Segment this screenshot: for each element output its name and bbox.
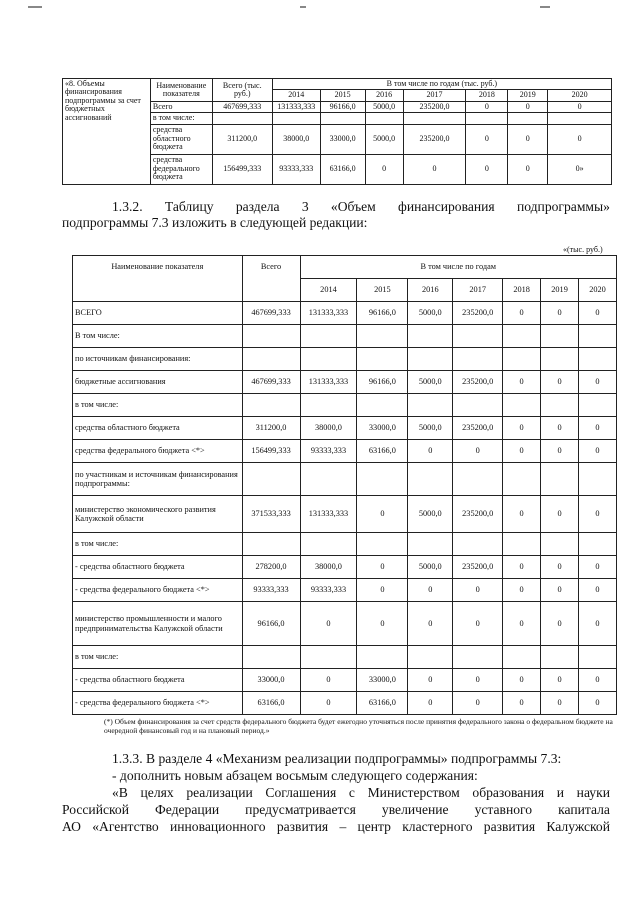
row-label: в том числе: [73,394,243,417]
row-value [503,533,541,556]
row-label: ВСЕГО [73,302,243,325]
row-value: 38000,0 [300,417,357,440]
year-header: 2016 [365,90,403,101]
table-row: средства областного бюджета 311200,0 38000,0 33000,0 5000,0 235200,0 0 0 0 [63,124,612,154]
table-row: в том числе: [63,113,612,124]
row-value [408,646,453,669]
row-value [579,394,617,417]
table-row: Всего 467699,333 131333,333 96166,0 5000,0 235200,0 0 0 0 [63,101,612,112]
table-row [73,394,617,417]
row-value [541,325,579,348]
row-value: 0 [503,669,541,692]
row-label: бюджетные ассигнования [73,371,243,394]
row-value: 0 [579,579,617,602]
row-value: 0 [300,692,357,715]
row-value [453,348,503,371]
row-value: 63166,0 [357,692,408,715]
row-value: 235200,0 [453,302,503,325]
paragraph-1-3-3-line1: 1.3.3. В разделе 4 «Механизм реализации подпрограммы» подпрограммы 7.3: [112,751,562,766]
row-total [242,646,300,669]
row-value [579,348,617,371]
row-value: 0 [408,602,453,646]
row-value: 235200,0 [453,417,503,440]
table-row [73,302,617,325]
row-value: 63166,0 [357,440,408,463]
row-value: 0 [503,692,541,715]
table-row [73,646,617,669]
row-value: 0 [453,692,503,715]
table-row [73,440,617,463]
row-label: в том числе: [73,646,243,669]
row-value [579,463,617,496]
row-value: 0 [541,302,579,325]
column-header-name: Наименование показателя [73,256,243,302]
row-label: средства областного бюджета [73,417,243,440]
table-row [73,556,617,579]
row-value: 0 [408,579,453,602]
row-total: 96166,0 [242,602,300,646]
row-value [408,348,453,371]
unit-note: «(тыс. руб.) [563,245,603,254]
row-value: 0 [300,669,357,692]
row-value [408,394,453,417]
row-total: 156499,333 [242,440,300,463]
row-value [408,533,453,556]
year-header: 2018 [466,90,508,101]
row-total: 33000,0 [242,669,300,692]
table-row [73,669,617,692]
row-value: 0 [541,579,579,602]
scan-artifact [300,6,306,8]
row-total: 371533,333 [242,496,300,533]
footnote: (*) Объем финансирования за счет средств федерального бюджета будет ежегодно уточняться после принятия федерального закона о федеральном бюджете на очередной финансовый год и на плановый период.» [104,717,613,735]
table-row [73,417,617,440]
row-value: 0 [541,496,579,533]
row-value: 5000,0 [408,556,453,579]
year-header: 2016 [408,279,453,302]
row-total: 467699,333 [242,371,300,394]
row-label: министерство экономического развития Калужской области [73,496,243,533]
year-header: 2015 [320,90,365,101]
column-header-years: В том числе по годам [300,256,617,279]
row-value: 131333,333 [300,496,357,533]
table-row [73,348,617,371]
table-row [73,371,617,394]
row-value [357,463,408,496]
row-value: 0 [579,692,617,715]
row-value: 38000,0 [300,556,357,579]
row-value [541,646,579,669]
paragraph-1-3-3-line5: АО «Агентство инновационного развития – центр кластерного развития Калужской [62,819,610,834]
row-value: 0 [503,371,541,394]
row-value [453,463,503,496]
row-value [503,463,541,496]
row-value: 0 [503,440,541,463]
row-total: 63166,0 [242,692,300,715]
row-value: 0 [503,302,541,325]
row-total: 467699,333 [242,302,300,325]
table-row [73,533,617,556]
row-value [453,646,503,669]
row-value: 0 [579,556,617,579]
row-label: В том числе: [73,325,243,348]
row-value [541,348,579,371]
row-label: - средства областного бюджета [73,556,243,579]
row-value [453,325,503,348]
row-label: средства федерального бюджета <*> [73,440,243,463]
paragraph-1-3-2-line1: 1.3.2. Таблицу раздела 3 «Объем финансирования подпрограммы» [112,199,610,214]
row-value [300,463,357,496]
column-header-name: Наименование показателя [150,79,212,102]
table-row [73,602,617,646]
row-value [357,394,408,417]
row-value: 93333,333 [300,440,357,463]
row-label: в том числе: [73,533,243,556]
table-row [73,579,617,602]
row-value: 0 [541,556,579,579]
row-value: 0 [453,669,503,692]
row-value [503,325,541,348]
row-value: 0 [541,440,579,463]
row-value: 5000,0 [408,417,453,440]
scan-artifact [540,6,550,8]
table-row [73,325,617,348]
row-value [300,348,357,371]
row-value: 235200,0 [453,496,503,533]
row-value [579,646,617,669]
paragraph-1-3-3-line4: Российской Федерации предусматривается увеличение уставного капитала [62,802,610,817]
row-value: 0 [579,602,617,646]
row-value [541,394,579,417]
year-header: 2017 [403,90,466,101]
row-label: по участникам и источникам финансирования подпрограммы: [73,463,243,496]
table-row: средства федерального бюджета 156499,333 93333,333 63166,0 0 0 0 0 0» [63,154,612,184]
year-header: 2014 [272,90,320,101]
paragraph-1-3-2-line2: подпрограммы 7.3 изложить в следующей редакции: [62,215,368,230]
row-value: 0 [357,496,408,533]
year-header: 2018 [503,279,541,302]
row-value [357,533,408,556]
row-value [541,533,579,556]
row-total: 278200,0 [242,556,300,579]
row-value: 0 [579,440,617,463]
year-header: 2014 [300,279,357,302]
row-total [242,394,300,417]
row-value: 0 [453,579,503,602]
year-header: 2020 [579,279,617,302]
row-value: 0 [453,440,503,463]
row-value: 5000,0 [408,371,453,394]
row-value: 0 [357,602,408,646]
row-value: 0 [503,417,541,440]
row-value [300,646,357,669]
row-total [242,463,300,496]
paragraph-1-3-3-line3: «В целях реализации Соглашения с Министерством образования и науки [112,785,610,800]
year-header: 2017 [453,279,503,302]
table-row [73,463,617,496]
row-value: 131333,333 [300,371,357,394]
row-value: 0 [503,556,541,579]
row-value: 0 [408,669,453,692]
row-value: 0 [541,669,579,692]
row-total [242,533,300,556]
row-value: 0 [357,579,408,602]
row-value [300,394,357,417]
row-total: 311200,0 [242,417,300,440]
row-value [579,325,617,348]
row-value [453,533,503,556]
row-label: - средства федерального бюджета <*> [73,579,243,602]
row-value: 235200,0 [453,556,503,579]
row-value: 0 [579,669,617,692]
scan-artifact [28,6,42,8]
row-total [242,348,300,371]
row-total: 93333,333 [242,579,300,602]
row-value [503,646,541,669]
row-value [300,533,357,556]
paragraph-1-3-3-line2: - дополнить новым абзацем восьмым следующего содержания: [112,768,478,783]
financing-volume-table-new [72,255,617,715]
row-value: 0 [541,371,579,394]
year-header: 2015 [357,279,408,302]
row-value: 0 [541,417,579,440]
row-value: 33000,0 [357,417,408,440]
year-header: 2019 [541,279,579,302]
row-value: 0 [503,579,541,602]
row-value: 0 [579,496,617,533]
row-total [242,325,300,348]
row-value: 5000,0 [408,302,453,325]
row-value [453,394,503,417]
row-value: 0 [503,496,541,533]
row-value: 96166,0 [357,302,408,325]
row-value: 96166,0 [357,371,408,394]
row-label: министерство промышленности и малого предпринимательства Калужской области [73,602,243,646]
row-value [579,533,617,556]
row-value [503,394,541,417]
row-value [357,646,408,669]
row-label: - средства федерального бюджета <*> [73,692,243,715]
row-value: 93333,333 [300,579,357,602]
row-value [408,325,453,348]
row-value [503,348,541,371]
row-value: 0 [579,417,617,440]
row-value: 0 [357,556,408,579]
year-header: 2019 [508,90,548,101]
row-value [541,463,579,496]
row-value: 5000,0 [408,496,453,533]
row-value: 131333,333 [300,302,357,325]
row-value: 0 [541,692,579,715]
row-value [408,463,453,496]
row-value: 0 [408,692,453,715]
row-label: - средства областного бюджета [73,669,243,692]
row-value: 0 [579,371,617,394]
row-label: по источникам финансирования: [73,348,243,371]
row-value: 0 [579,302,617,325]
column-header-years: В том числе по годам (тыс. руб.) [272,79,611,90]
row-value [357,325,408,348]
row-value: 0 [503,602,541,646]
year-header: 2020 [548,90,612,101]
row-value: 0 [408,440,453,463]
column-header-total: Всего [242,256,300,302]
row-value: 33000,0 [357,669,408,692]
section-8-description: «8. Объемы финансирования подпрограммы за счет бюджетных ассигнований [63,79,151,185]
row-value: 0 [541,602,579,646]
column-header-total: Всего (тыс. руб.) [212,79,272,102]
row-value: 0 [300,602,357,646]
table-row [73,496,617,533]
row-value [357,348,408,371]
row-value [300,325,357,348]
row-value: 0 [453,602,503,646]
financing-volume-table-old [62,78,612,185]
row-value: 235200,0 [453,371,503,394]
table-row [73,692,617,715]
